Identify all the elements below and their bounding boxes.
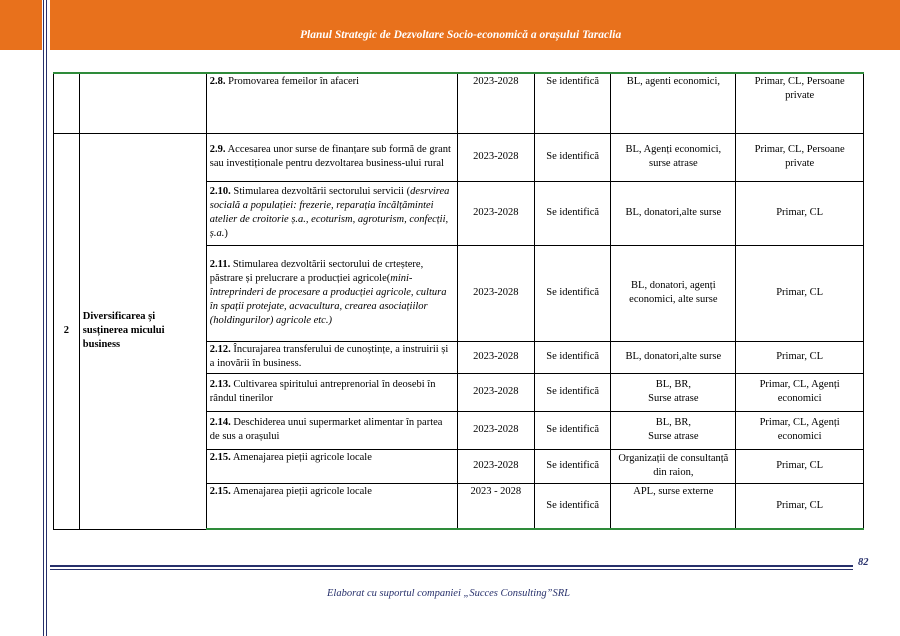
status-cell: Se identifică: [534, 73, 610, 133]
period-cell: 2023-2028: [457, 449, 534, 483]
activity-cell: [206, 411, 457, 449]
action-plan-table: [53, 72, 864, 530]
activity-text-tail: ): [224, 228, 228, 239]
activity-code: 2.8.: [209, 76, 226, 87]
period-cell: 2023-2028: [457, 341, 534, 373]
group-title-cell: Diversificarea și susținerea micului business: [79, 133, 206, 529]
activity-code: 2.11.: [209, 259, 231, 270]
activity-text: Deschiderea unui supermarket alimentar în partea de sus a orașului: [209, 417, 443, 442]
responsible-cell: Primar, CL: [736, 245, 864, 341]
table-row: [54, 133, 864, 181]
activity-text: Cultivarea spiritului antreprenorial în deosebi în rândul tinerilor: [209, 379, 436, 404]
activity-text: Accesarea unor surse de finanțare sub formă de grant sau investiționale pentru dezvoltarea business-ului rural: [209, 144, 451, 169]
responsible-cell: Primar, CL: [736, 341, 864, 373]
table-row: [54, 73, 864, 133]
funding-source-cell: BL, donatori, agenți economici, alte surse: [611, 245, 736, 341]
funding-source-cell: APL, surse externe: [611, 483, 736, 529]
funding-source-cell: BL, BR, Surse atrase: [611, 373, 736, 411]
status-cell: Se identifică: [534, 483, 610, 529]
period-cell: 2023-2028: [457, 411, 534, 449]
activity-text: Stimularea dezvoltării sectorului servicii (: [230, 186, 411, 197]
status-cell: Se identifică: [534, 181, 610, 245]
activity-code: 2.9.: [209, 144, 226, 155]
margin-rule: [46, 0, 47, 636]
activity-text: Promovarea femeilor în afaceri: [225, 76, 360, 87]
activity-cell: [206, 341, 457, 373]
responsible-cell: Primar, CL, Persoane private: [736, 133, 864, 181]
responsible-cell: Primar, CL: [736, 483, 864, 529]
activity-cell: [206, 449, 457, 483]
document-title: Planul Strategic de Dezvoltare Socio-economică a orașului Taraclia: [300, 29, 622, 41]
status-cell: Se identifică: [534, 245, 610, 341]
funding-source-cell: BL, Agenți economici, surse atrase: [611, 133, 736, 181]
funding-source-cell: BL, BR, Surse atrase: [611, 411, 736, 449]
period-cell: 2023-2028: [457, 373, 534, 411]
status-cell: Se identifică: [534, 449, 610, 483]
activity-code: 2.12.: [209, 344, 231, 355]
activity-code: 2.14.: [209, 417, 231, 428]
period-cell: 2023-2028: [457, 181, 534, 245]
activity-code: 2.15.: [209, 485, 231, 497]
side-accent-bar: [0, 0, 42, 50]
funding-source-cell: BL, donatori,alte surse: [611, 341, 736, 373]
responsible-cell: Primar, CL, Persoane private: [736, 73, 864, 133]
activity-text: Încurajarea transferului de cunoștințe, a instruirii și a inovării în business.: [209, 344, 449, 369]
activity-cell: [206, 245, 457, 341]
period-cell: 2023-2028: [457, 133, 534, 181]
activity-details: desrvirea socială a populației: frezerie, reparația încălțămintei atelier de croitorie ș.a., ecoturism, agroturism, confecții, ș.a.: [209, 186, 450, 239]
status-cell: Se identifică: [534, 133, 610, 181]
activity-cell: [206, 73, 457, 133]
activity-cell: [206, 483, 457, 529]
page-number: 82: [858, 557, 869, 568]
activity-code: 2.15.: [209, 451, 231, 463]
responsible-cell: Primar, CL, Agenți economici: [736, 373, 864, 411]
group-number-cell: [54, 73, 80, 133]
activity-code: 2.10.: [209, 186, 231, 197]
activity-text: Amenajarea pieții agricole locale: [230, 485, 372, 497]
footer-rule: [50, 569, 853, 570]
footer-credit: Elaborat cu suportul companiei „Succes Consulting”SRL: [327, 588, 570, 599]
activity-cell: [206, 373, 457, 411]
activity-details: mini-întreprinderi de procesare a producției agricole, cultura în spații protejate, acvacultura, crearea asociațiilor (holdingurilor) agricole etc.): [209, 273, 447, 326]
activity-text: Stimularea dezvoltării sectorului de crteștere, păstrare și prelucrare a producției agricole(: [209, 259, 424, 284]
funding-source-cell: BL, agenti economici,: [611, 73, 736, 133]
margin-rule: [43, 0, 44, 636]
activity-code: 2.13.: [209, 379, 231, 390]
status-cell: Se identifică: [534, 373, 610, 411]
header-bar: [50, 0, 900, 50]
activity-text: Amenajarea pieții agricole locale: [230, 451, 372, 463]
activity-cell: [206, 181, 457, 245]
status-cell: Se identifică: [534, 411, 610, 449]
group-number-cell: 2: [54, 133, 80, 529]
status-cell: Se identifică: [534, 341, 610, 373]
responsible-cell: Primar, CL: [736, 449, 864, 483]
group-title-cell: [79, 73, 206, 133]
funding-source-cell: Organizații de consultanță din raion,: [611, 449, 736, 483]
period-cell: 2023-2028: [457, 245, 534, 341]
period-cell: 2023-2028: [457, 73, 534, 133]
responsible-cell: Primar, CL: [736, 181, 864, 245]
period-cell: 2023 - 2028: [457, 483, 534, 529]
activity-cell: [206, 133, 457, 181]
responsible-cell: Primar, CL, Agenți economici: [736, 411, 864, 449]
footer-rule: [50, 565, 853, 567]
funding-source-cell: BL, donatori,alte surse: [611, 181, 736, 245]
